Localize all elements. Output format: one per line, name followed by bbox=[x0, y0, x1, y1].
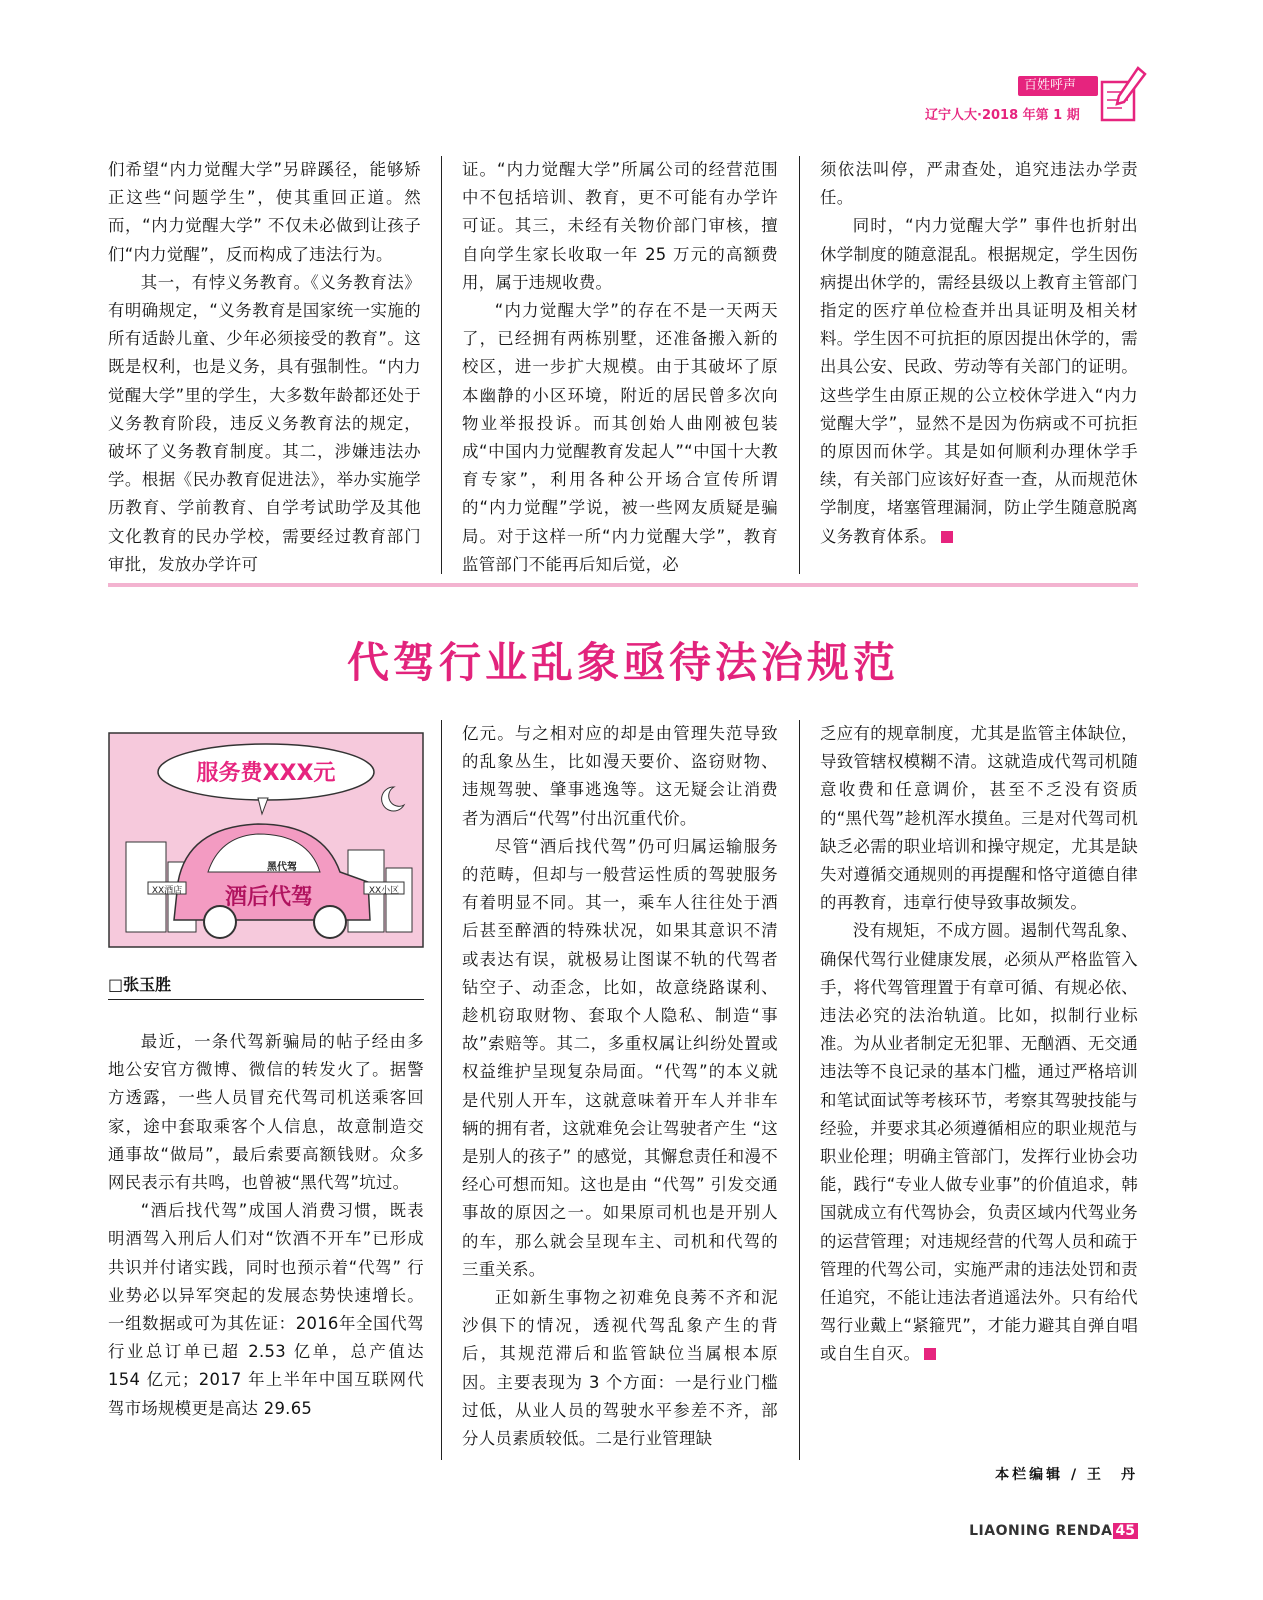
top-col1-para: 们希望“内力觉醒大学”另辟蹊径，能够矫正这些“问题学生”，使其重回正道。然而，“内力觉醒大学” 不仅未必做到让孩子们“内力觉醒”，反而构成了违法行为。 bbox=[108, 160, 421, 264]
top-column-1 bbox=[108, 156, 421, 579]
illustration bbox=[108, 732, 424, 948]
top-col3-para: 须依法叫停，严肃查处，追究违法办学责任。 bbox=[820, 160, 1138, 208]
end-mark-icon bbox=[924, 1348, 936, 1360]
column-divider bbox=[799, 720, 800, 1460]
column-divider bbox=[441, 720, 442, 1460]
top-column-2 bbox=[462, 156, 778, 579]
column-divider bbox=[799, 156, 800, 574]
top-col1-para: 其一，有悖义务教育。《义务教育法》有明确规定，“义务教育是国家统一实施的所有适龄儿童、少年必须接受的教育”。这既是权利，也是义务，具有强制性。“内力觉醒大学”里的学生，大多数年龄都还处于义务教育阶段，违反义务教育法的规定，破坏了义务教育制度。其二，涉嫌违法办学。根据《民办教育促进法》，举办实施学历教育、学前教育、自学考试助学及其他文化教育的民办学校，需要经过教育部门审批，发放办学许可 bbox=[108, 272, 421, 574]
header-badge: 百姓呼声 bbox=[1018, 76, 1098, 96]
article-col3-para: 没有规矩，不成方圆。遏制代驾乱象、确保代驾行业健康发展，必须从严格监管入手，将代驾管理置于有章可循、有规必依、违法必究的法治轨道。比如，拟制行业标准。为从业者制定无犯罪、无酗酒、无交通违法等不良记录的基本门槛，通过严格培训和笔试面试等考核环节，考察其驾驶技能与经验，并要求其必须遵循相应的职业规范与职业伦理；明确主管部门，发挥行业协会功能，践行“专业人做专业事”的价值追求，韩国就成立有代驾协会，负责区域内代驾业务的运营管理；对违规经营的代驾人员和疏于管理的代驾公司，实施严肃的违法处罚和责任追究，不能让违法者逍遥法外。只有给代驾行业戴上“紧箍咒”，才能力避其自弹自唱或自生自灭。 bbox=[820, 921, 1139, 1364]
top-col3-para: 同时，“内力觉醒大学” 事件也折射出休学制度的随意混乱。根据规定，学生因伤病提出休学的，需经县级以上教育主管部门指定的医疗单位检查并出具证明及相关材料。学生因不可抗拒的原因提出休学的，需出具公安、民政、劳动等有关部门的证明。这些学生由原正规的公立校休学进入“内力觉醒大学”，显然不是因为伤病或不可抗拒的原因而休学。其是如何顺利办理休学手续，有关部门应该好好查一查，从而规范休学制度，堵塞管理漏洞，防止学生随意脱离义务教育体系。 bbox=[820, 216, 1138, 546]
article-column-1 bbox=[108, 1028, 424, 1423]
page-number: 45 bbox=[1113, 1523, 1138, 1539]
article-col3-para: 乏应有的规章制度，尤其是监管主体缺位，导致管辖权模糊不清。这就造成代驾司机随意收费和任意调价，甚至不乏没有资质的“黑代驾”趁机浑水摸鱼。三是对代驾司机缺乏必需的职业培训和操守规定，尤其是缺失对遵循交通规则的再提醒和恪守道德自律的再教育，违章行使导致事故频发。 bbox=[820, 724, 1139, 913]
article-col1-para: 最近，一条代驾新骗局的帖子经由多地公安官方微博、微信的转发火了。据警方透露，一些人员冒充代驾司机送乘客回家，途中套取乘客个人信息，故意制造交通事故“做局”，最后索要高额钱财。众多网民表示有共鸣，也曾被“黑代驾”坑过。 bbox=[108, 1032, 424, 1193]
community-sign: XX小区 bbox=[368, 886, 400, 896]
footer-brand: LIAONING RENDA bbox=[969, 1523, 1113, 1539]
end-mark-icon bbox=[941, 531, 953, 543]
top-col2-para: 证。“内力觉醒大学”所属公司的经营范围中不包括培训、教育，更不可能有办学许可证。其三，未经有关物价部门审核，擅自向学生家长收取一年 25 万元的高额费用，属于违规收费。 bbox=[462, 160, 778, 292]
article-column-3 bbox=[820, 720, 1138, 1369]
article-col2-para: 亿元。与之相对应的却是由管理失范导致的乱象丛生，比如漫天要价、盗窃财物、违规驾驶、肇事逃逸等。这无疑会让消费者为酒后“代驾”付出沉重代价。 bbox=[462, 724, 778, 828]
footer bbox=[960, 1520, 1138, 1539]
door-label: 黑代驾 bbox=[267, 862, 297, 873]
column-divider bbox=[441, 156, 442, 574]
editor-credit: 本栏编辑 / 王 丹 bbox=[995, 1467, 1138, 1483]
hotel-sign: XX酒店 bbox=[151, 886, 183, 896]
car-text: 酒后代驾 bbox=[224, 885, 313, 910]
author-underline bbox=[108, 999, 424, 1000]
article-col2-para: 尽管“酒后找代驾”仍可归属运输服务的范畴，但却与一般营运性质的驾驶服务有着明显不同。其一，乘车人往往处于酒后甚至醉酒的特殊状况，如果其意识不清或表达有误，就极易让图谋不轨的代驾者钻空子、动歪念，比如，故意绕路谋利、趁机窃取财物、套取个人隐私、制造“事故”索赔等。其二，多重权属让纠纷处置或权益维护呈现复杂局面。“代驾”的本义就是代别人开车，这就意味着开车人并非车辆的拥有者，这就难免会让驾驶者产生 “这是别人的孩子” 的感觉，其懈怠责任和漫不经心可想而知。这也是由 “代驾” 引发交通事故的原因之一。如果原司机也是开别人的车，那么就会呈现车主、司机和代驾的三重关系。 bbox=[462, 836, 778, 1279]
pencil-icon bbox=[1098, 64, 1148, 124]
bubble-text: 服务费XXX元 bbox=[196, 761, 336, 786]
top-column-3 bbox=[820, 156, 1138, 551]
issue-label: 辽宁人大·2018 年第 1 期 bbox=[925, 108, 1080, 123]
article-title: 代驾行业乱象亟待法治规范 bbox=[346, 638, 899, 687]
top-col2-para: “内力觉醒大学”的存在不是一天两天了，已经拥有两栋别墅，还准备搬入新的校区，进一步扩大规模。由于其破坏了原本幽静的小区环境，附近的居民曾多次向物业举报投诉。而其创始人曲刚被包装成“中国内力觉醒教育发起人”“中国十大教育专家”，利用各种公开场合宣传所谓的“内力觉醒”学说，被一些网友质疑是骗局。对于这样一所“内力觉醒大学”，教育监管部门不能再后知后觉，必 bbox=[462, 301, 778, 574]
article-col2-para: 正如新生事物之初难免良莠不齐和泥沙俱下的情况，透视代驾乱象产生的背后，其规范滞后和监管缺位当属根本原因。主要表现为 3 个方面：一是行业门槛过低，从业人员的驾驶水平参差不齐，部分人员素质较低。二是行业管理缺 bbox=[462, 1288, 778, 1449]
section-divider bbox=[108, 583, 1138, 587]
article-column-2 bbox=[462, 720, 778, 1453]
author-byline: □张玉胜 bbox=[108, 975, 172, 994]
article-col1-para: “酒后找代驾”成国人消费习惯，既表明酒驾入刑后人们对“饮酒不开车”已形成共识并付诸实践，同时也预示着“代驾” 行业势必以异军突起的发展态势快速增长。一组数据或可为其佐证：2016年全国代驾行业总订单已超 2.53 亿单，总产值达 154 亿元；2017 年上半年中国互联网代驾市场规模更是高达 29.65 bbox=[108, 1201, 424, 1418]
